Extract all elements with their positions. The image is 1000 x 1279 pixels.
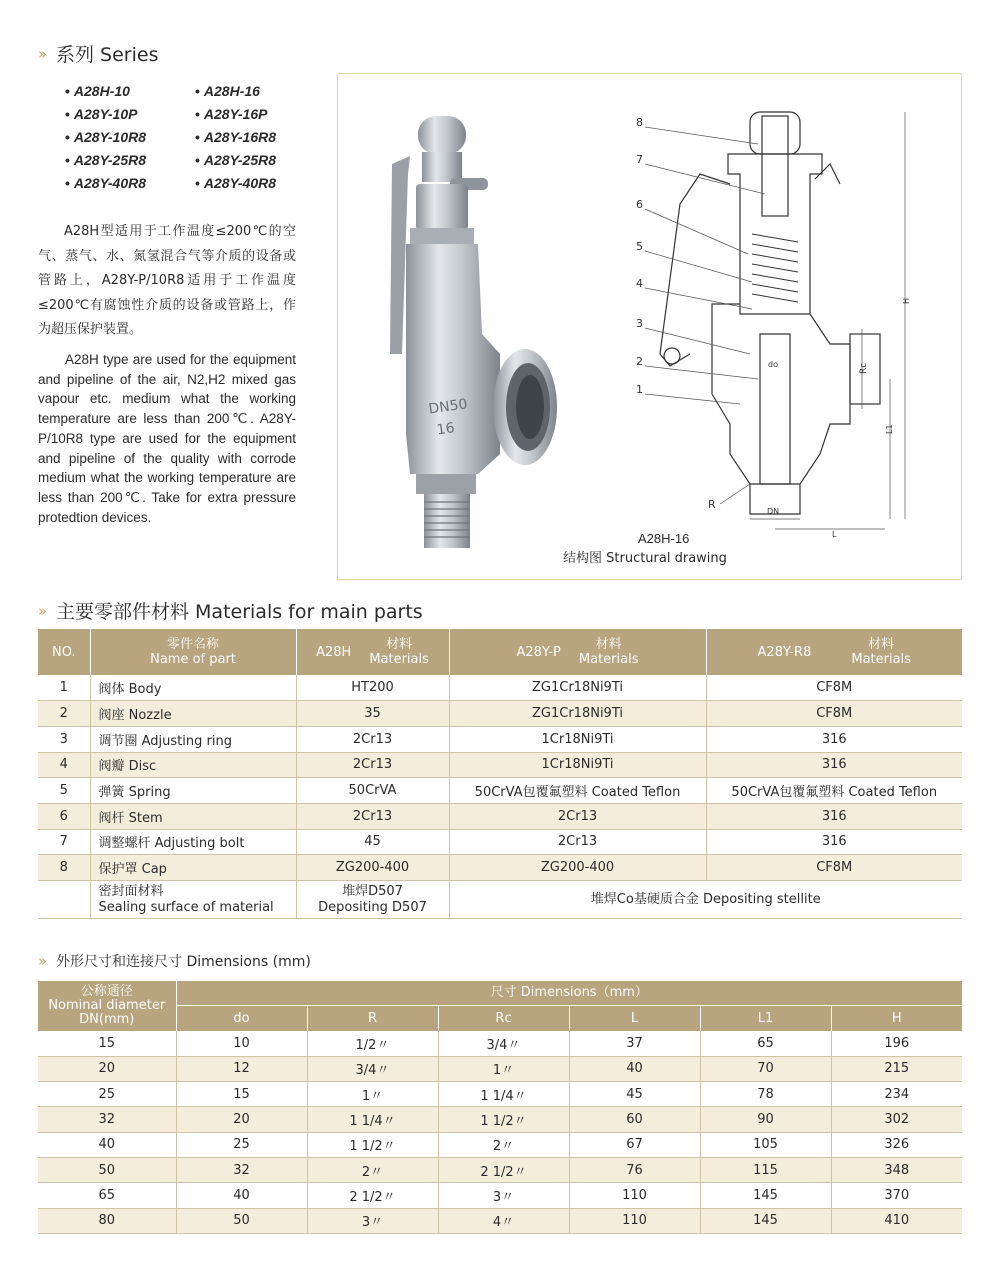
header-nominal-diameter: 公称通径 Nominal diameter DN(mm) (38, 981, 176, 1031)
callout-6: 6 (636, 198, 643, 211)
table-cell: 7 (38, 829, 90, 855)
table-cell: 37 (569, 1031, 700, 1056)
table-cell: 1 1/4〃 (307, 1107, 438, 1132)
table-row (38, 1183, 962, 1208)
chevron-icon: ›› (38, 952, 44, 970)
table-cell: CF8M (706, 855, 962, 881)
header-r: R (307, 1005, 438, 1031)
table-cell: 2Cr13 (296, 726, 449, 752)
chevron-icon: ›› (38, 44, 44, 63)
model-item: • A28Y-16R8 (195, 129, 325, 145)
label-do: do (768, 360, 778, 369)
structural-drawing (600, 104, 940, 554)
dimensions-title: 外形尺寸和连接尺寸 Dimensions (mm) (56, 954, 311, 970)
table-cell: 12 (176, 1056, 307, 1081)
table-cell: 35 (296, 701, 449, 727)
model-list (65, 80, 325, 194)
table-cell: 2〃 (438, 1132, 569, 1157)
chevron-icon: ›› (38, 601, 44, 620)
table-cell: ZG200-400 (296, 855, 449, 881)
table-cell: 316 (706, 752, 962, 778)
dimensions-heading (38, 951, 311, 971)
table-cell: 145 (700, 1208, 831, 1233)
table-cell: 326 (831, 1132, 962, 1157)
table-cell: 4〃 (438, 1208, 569, 1233)
table-cell: 1〃 (438, 1056, 569, 1081)
drawing-caption-model: A28H-16 (638, 531, 690, 546)
table-cell: 3 (38, 726, 90, 752)
table-cell: 316 (706, 726, 962, 752)
table-cell: 40 (569, 1056, 700, 1081)
table-cell: 2〃 (307, 1157, 438, 1182)
table-cell: 370 (831, 1183, 962, 1208)
callout-1: 1 (636, 383, 643, 396)
header-a28yr8: A28Y-R8 材料 Materials (706, 629, 962, 675)
model-item: • A28Y-10P (65, 106, 195, 122)
table-cell: 调节圈 Adjusting ring (90, 726, 296, 752)
table-cell: 3〃 (438, 1183, 569, 1208)
table-cell: 348 (831, 1157, 962, 1182)
table-row (38, 701, 962, 727)
table-cell: 76 (569, 1157, 700, 1182)
header-a28h: A28H 材料 Materials (296, 629, 449, 675)
model-item: • A28Y-40R8 (65, 175, 195, 191)
table-cell: 40 (176, 1183, 307, 1208)
table-cell: 2 1/2〃 (438, 1157, 569, 1182)
table-cell: 密封面材料 Sealing surface of material (90, 881, 296, 919)
materials-header-row (38, 629, 962, 675)
header-a28yp: A28Y-P 材料 Materials (449, 629, 706, 675)
table-cell: 32 (38, 1107, 176, 1132)
table-cell: 堆焊Co基硬质合金 Depositing stellite (449, 881, 962, 919)
table-cell: 3/4〃 (307, 1056, 438, 1081)
table-cell: 67 (569, 1132, 700, 1157)
model-item: • A28Y-10R8 (65, 129, 195, 145)
table-cell: 1/2〃 (307, 1031, 438, 1056)
table-cell: 2 (38, 701, 90, 727)
model-item: • A28Y-25R8 (65, 152, 195, 168)
model-item: • A28H-10 (65, 83, 195, 99)
table-cell: 25 (176, 1132, 307, 1157)
table-cell: 调整螺杆 Adjusting bolt (90, 829, 296, 855)
table-row (38, 829, 962, 855)
callout-2: 2 (636, 355, 643, 368)
table-row (38, 1056, 962, 1081)
table-cell: 3〃 (307, 1208, 438, 1233)
valve-photo (350, 104, 570, 564)
table-cell: 保护罩 Cap (90, 855, 296, 881)
table-row (38, 1132, 962, 1157)
table-cell: 3/4〃 (438, 1031, 569, 1056)
table-row (38, 752, 962, 778)
callout-3: 3 (636, 317, 643, 330)
table-cell: 1Cr18Ni9Ti (449, 726, 706, 752)
table-row-sealing (38, 881, 962, 919)
callout-5: 5 (636, 240, 643, 253)
table-cell: 70 (700, 1056, 831, 1081)
table-cell: ZG200-400 (449, 855, 706, 881)
table-cell: 50CrVA (296, 778, 449, 804)
model-item: • A28H-16 (195, 83, 325, 99)
table-cell: 50CrVA包覆氟塑料 Coated Teflon (449, 778, 706, 804)
label-l: L (832, 530, 837, 539)
table-cell: 78 (700, 1082, 831, 1107)
description-chinese: A28H型适用于工作温度≤200℃的空气、蒸气、水、氮氢混合气等介质的设备或管路上，A28Y-P/10R8适用于工作温度≤200℃有腐蚀性介质的设备或管路上，作为超压保护装置。 (38, 224, 296, 337)
table-cell: 110 (569, 1208, 700, 1233)
table-cell: 2Cr13 (449, 829, 706, 855)
model-item: • A28Y-40R8 (195, 175, 325, 191)
table-cell: 50CrVA包覆氟塑料 Coated Teflon (706, 778, 962, 804)
table-cell: 4 (38, 752, 90, 778)
table-row (38, 778, 962, 804)
table-row (38, 855, 962, 881)
model-item: • A28Y-25R8 (195, 152, 325, 168)
dimensions-table (38, 981, 962, 1234)
series-heading (38, 40, 158, 67)
photo-marking-pn: 16 (435, 420, 456, 439)
table-cell: 2Cr13 (296, 803, 449, 829)
table-cell: 115 (700, 1157, 831, 1182)
table-cell: 5 (38, 778, 90, 804)
table-row (38, 1157, 962, 1182)
table-cell: 20 (176, 1107, 307, 1132)
table-cell: CF8M (706, 675, 962, 701)
table-cell: 2 1/2〃 (307, 1183, 438, 1208)
header-dimensions-group: 尺寸 Dimensions（mm） (176, 981, 962, 1005)
table-cell: 196 (831, 1031, 962, 1056)
callout-8: 8 (636, 116, 643, 129)
label-l1: L1 (885, 424, 894, 434)
table-row (38, 1031, 962, 1056)
table-cell: ZG1Cr18Ni9Ti (449, 675, 706, 701)
series-title: 系列 Series (56, 44, 159, 66)
table-cell: CF8M (706, 701, 962, 727)
table-cell: 10 (176, 1031, 307, 1056)
table-row (38, 1082, 962, 1107)
table-cell: 40 (38, 1132, 176, 1157)
table-cell: 阀杆 Stem (90, 803, 296, 829)
table-cell: 6 (38, 803, 90, 829)
table-cell: 65 (700, 1031, 831, 1056)
label-rc: Rc (859, 362, 869, 374)
table-cell (38, 881, 90, 919)
materials-title: 主要零部件材料 Materials for main parts (56, 601, 423, 623)
label-dn: DN (767, 507, 780, 516)
drawing-panel (337, 73, 962, 580)
table-cell: 50 (176, 1208, 307, 1233)
callout-4: 4 (636, 277, 643, 290)
header-rc: Rc (438, 1005, 569, 1031)
table-cell: 弹簧 Spring (90, 778, 296, 804)
table-cell: 45 (296, 829, 449, 855)
table-cell: 阀瓣 Disc (90, 752, 296, 778)
description-english: A28H type are used for the equipment and pipeline of the air, N2,H2 mixed gas vapour etc. medium what the working temperature are less than 200℃. A28Y-P/10R8 type are used for the equipment and pipeline of the quality with corrode medium what the working temperature are less than 200℃. Take for extra pressure protedtion devices. (38, 352, 296, 525)
table-cell: 316 (706, 803, 962, 829)
table-cell: 110 (569, 1183, 700, 1208)
table-cell: 410 (831, 1208, 962, 1233)
photo-marking-dn: DN50 (427, 396, 469, 418)
table-cell: 1 1/2〃 (438, 1107, 569, 1132)
header-do: do (176, 1005, 307, 1031)
table-cell: 2Cr13 (449, 803, 706, 829)
table-cell: ZG1Cr18Ni9Ti (449, 701, 706, 727)
table-cell: 105 (700, 1132, 831, 1157)
table-cell: 2Cr13 (296, 752, 449, 778)
table-cell: 65 (38, 1183, 176, 1208)
table-cell: 145 (700, 1183, 831, 1208)
header-l: L (569, 1005, 700, 1031)
table-cell: 316 (706, 829, 962, 855)
header-l1: L1 (700, 1005, 831, 1031)
table-cell: 50 (38, 1157, 176, 1182)
header-h: H (831, 1005, 962, 1031)
label-h: H (902, 297, 911, 304)
table-cell: 80 (38, 1208, 176, 1233)
table-cell: 1〃 (307, 1082, 438, 1107)
table-cell: 45 (569, 1082, 700, 1107)
table-cell: 阀体 Body (90, 675, 296, 701)
table-row (38, 803, 962, 829)
materials-table (38, 629, 962, 919)
materials-heading (38, 597, 423, 624)
table-cell: 302 (831, 1107, 962, 1132)
table-cell: 15 (38, 1031, 176, 1056)
table-cell: 215 (831, 1056, 962, 1081)
label-r: R (708, 498, 716, 511)
table-cell: 60 (569, 1107, 700, 1132)
table-row (38, 1107, 962, 1132)
table-cell: 234 (831, 1082, 962, 1107)
table-cell: 32 (176, 1157, 307, 1182)
table-cell: 阀座 Nozzle (90, 701, 296, 727)
header-part-name: 零件名称 Name of part (90, 629, 296, 675)
table-cell: 8 (38, 855, 90, 881)
table-cell: HT200 (296, 675, 449, 701)
table-cell: 堆焊D507 Depositing D507 (296, 881, 449, 919)
table-cell: 90 (700, 1107, 831, 1132)
table-row (38, 726, 962, 752)
table-cell: 1Cr18Ni9Ti (449, 752, 706, 778)
header-no: NO. (38, 629, 90, 675)
table-cell: 25 (38, 1082, 176, 1107)
drawing-caption: 结构图 Structural drawing (563, 551, 727, 566)
model-item: • A28Y-16P (195, 106, 325, 122)
table-cell: 1 1/4〃 (438, 1082, 569, 1107)
table-cell: 20 (38, 1056, 176, 1081)
table-cell: 1 (38, 675, 90, 701)
callout-7: 7 (636, 153, 643, 166)
table-cell: 1 1/2〃 (307, 1132, 438, 1157)
table-row (38, 675, 962, 701)
table-row (38, 1208, 962, 1233)
table-cell: 15 (176, 1082, 307, 1107)
